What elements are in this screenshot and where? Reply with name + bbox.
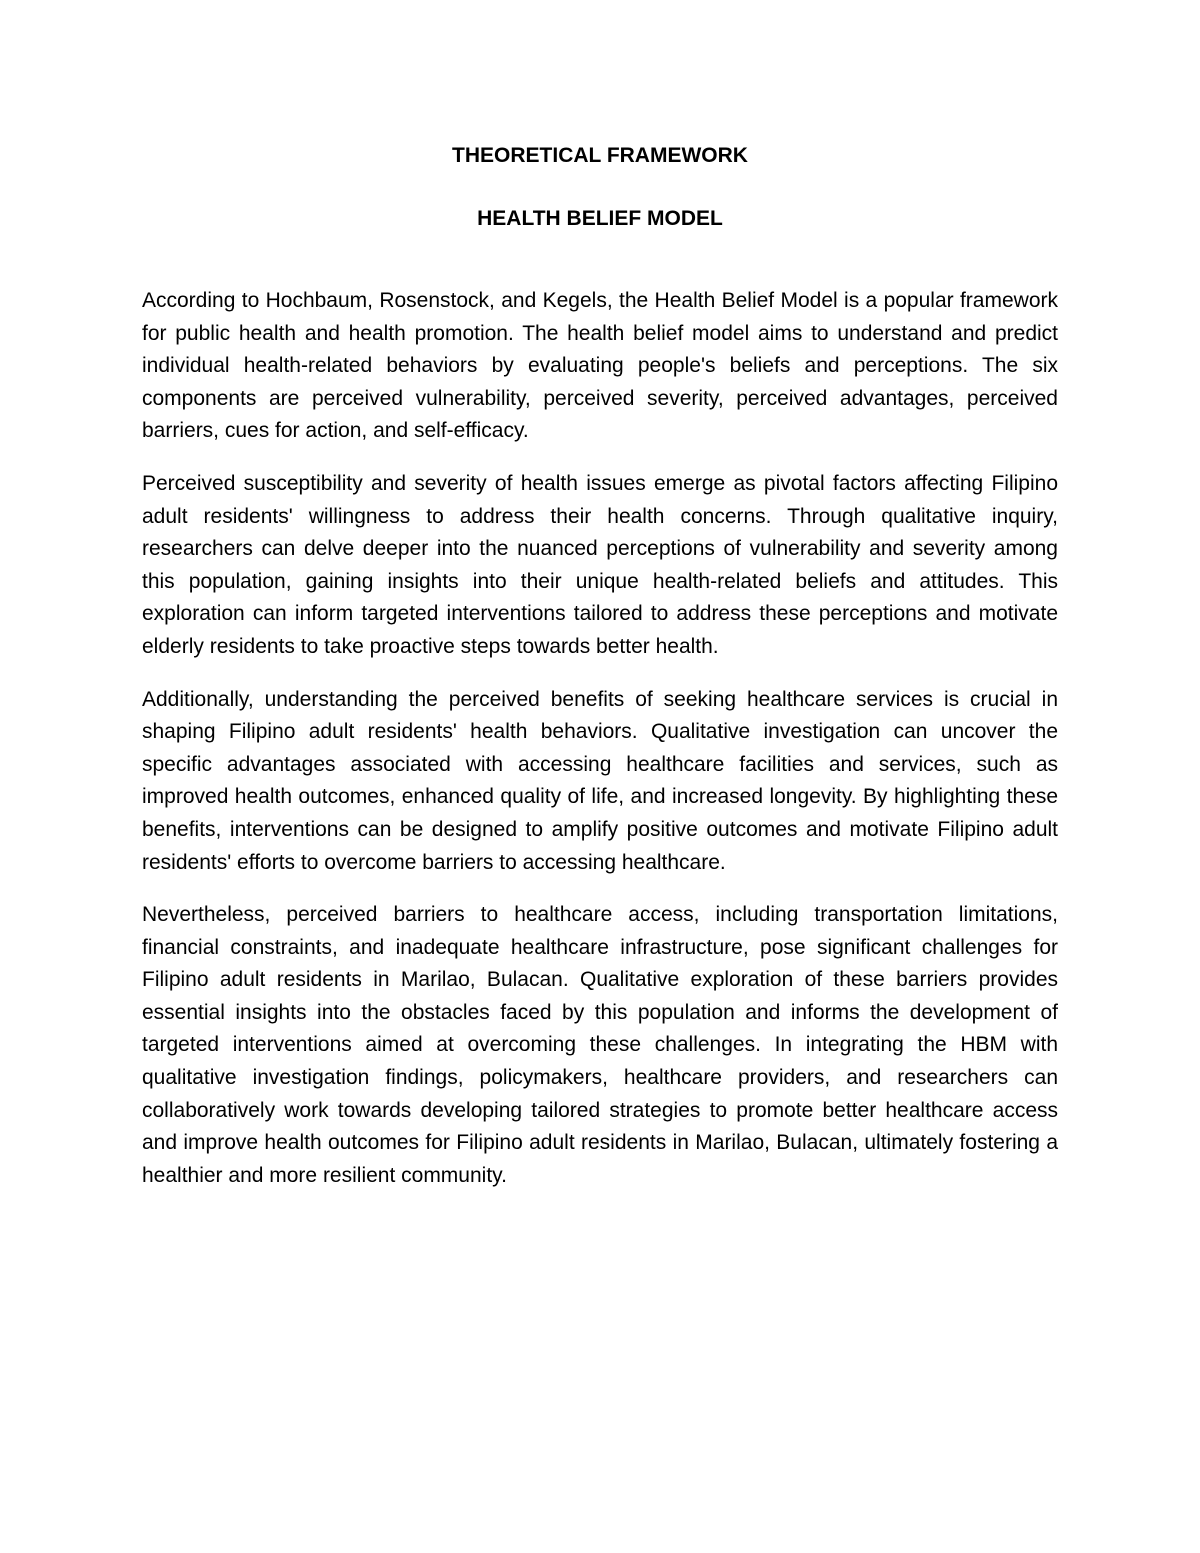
- document-title: THEORETICAL FRAMEWORK: [452, 144, 748, 167]
- paragraph-benefits: Additionally, understanding the perceived benefits of seeking healthcare services is crucial in shaping Filipino adult residents' health behaviors. Qualitative investigation can uncover the specific advantages associated with accessing healthcare facilities and services, such as improved health outcomes, enhanced quality of life, and increased longevity. By highlighting these benefits, interventions can be designed to amplify positive outcomes and motivate Filipino adult residents' efforts to overcome barriers to accessing healthcare.: [142, 687, 1058, 874]
- paragraph-barriers: Nevertheless, perceived barriers to healthcare access, including transportation limitations, financial constraints, and inadequate healthcare infrastructure, pose significant challenges for Filipino adult residents in Marilao, Bulacan. Qualitative exploration of these barriers provides essential insights into the obstacles faced by this population and informs the development of targeted interventions aimed at overcoming these challenges. In integrating the HBM with qualitative investigation findings, policymakers, healthcare providers, and researchers can collaboratively work towards developing tailored strategies to promote better healthcare access and improve health outcomes for Filipino adult residents in Marilao, Bulacan, ultimately fostering a healthier and more resilient community.: [142, 903, 1058, 1187]
- document-body: [142, 285, 1058, 1212]
- section-heading: HEALTH BELIEF MODEL: [477, 207, 723, 230]
- paragraph-intro: According to Hochbaum, Rosenstock, and Kegels, the Health Belief Model is a popular framework for public health and health promotion. The health belief model aims to understand and predict individual health-related behaviors by evaluating people's beliefs and perceptions. The six components are perceived vulnerability, perceived severity, perceived advantages, perceived barriers, cues for action, and self-efficacy.: [142, 289, 1058, 443]
- paragraph-susceptibility: Perceived susceptibility and severity of health issues emerge as pivotal factors affecting Filipino adult residents' willingness to address their health concerns. Through qualitative inquiry, researchers can delve deeper into the nuanced perceptions of vulnerability and severity among this population, gaining insights into their unique health-related beliefs and attitudes. This exploration can inform targeted interventions tailored to address these perceptions and motivate elderly residents to take proactive steps towards better health.: [142, 471, 1058, 658]
